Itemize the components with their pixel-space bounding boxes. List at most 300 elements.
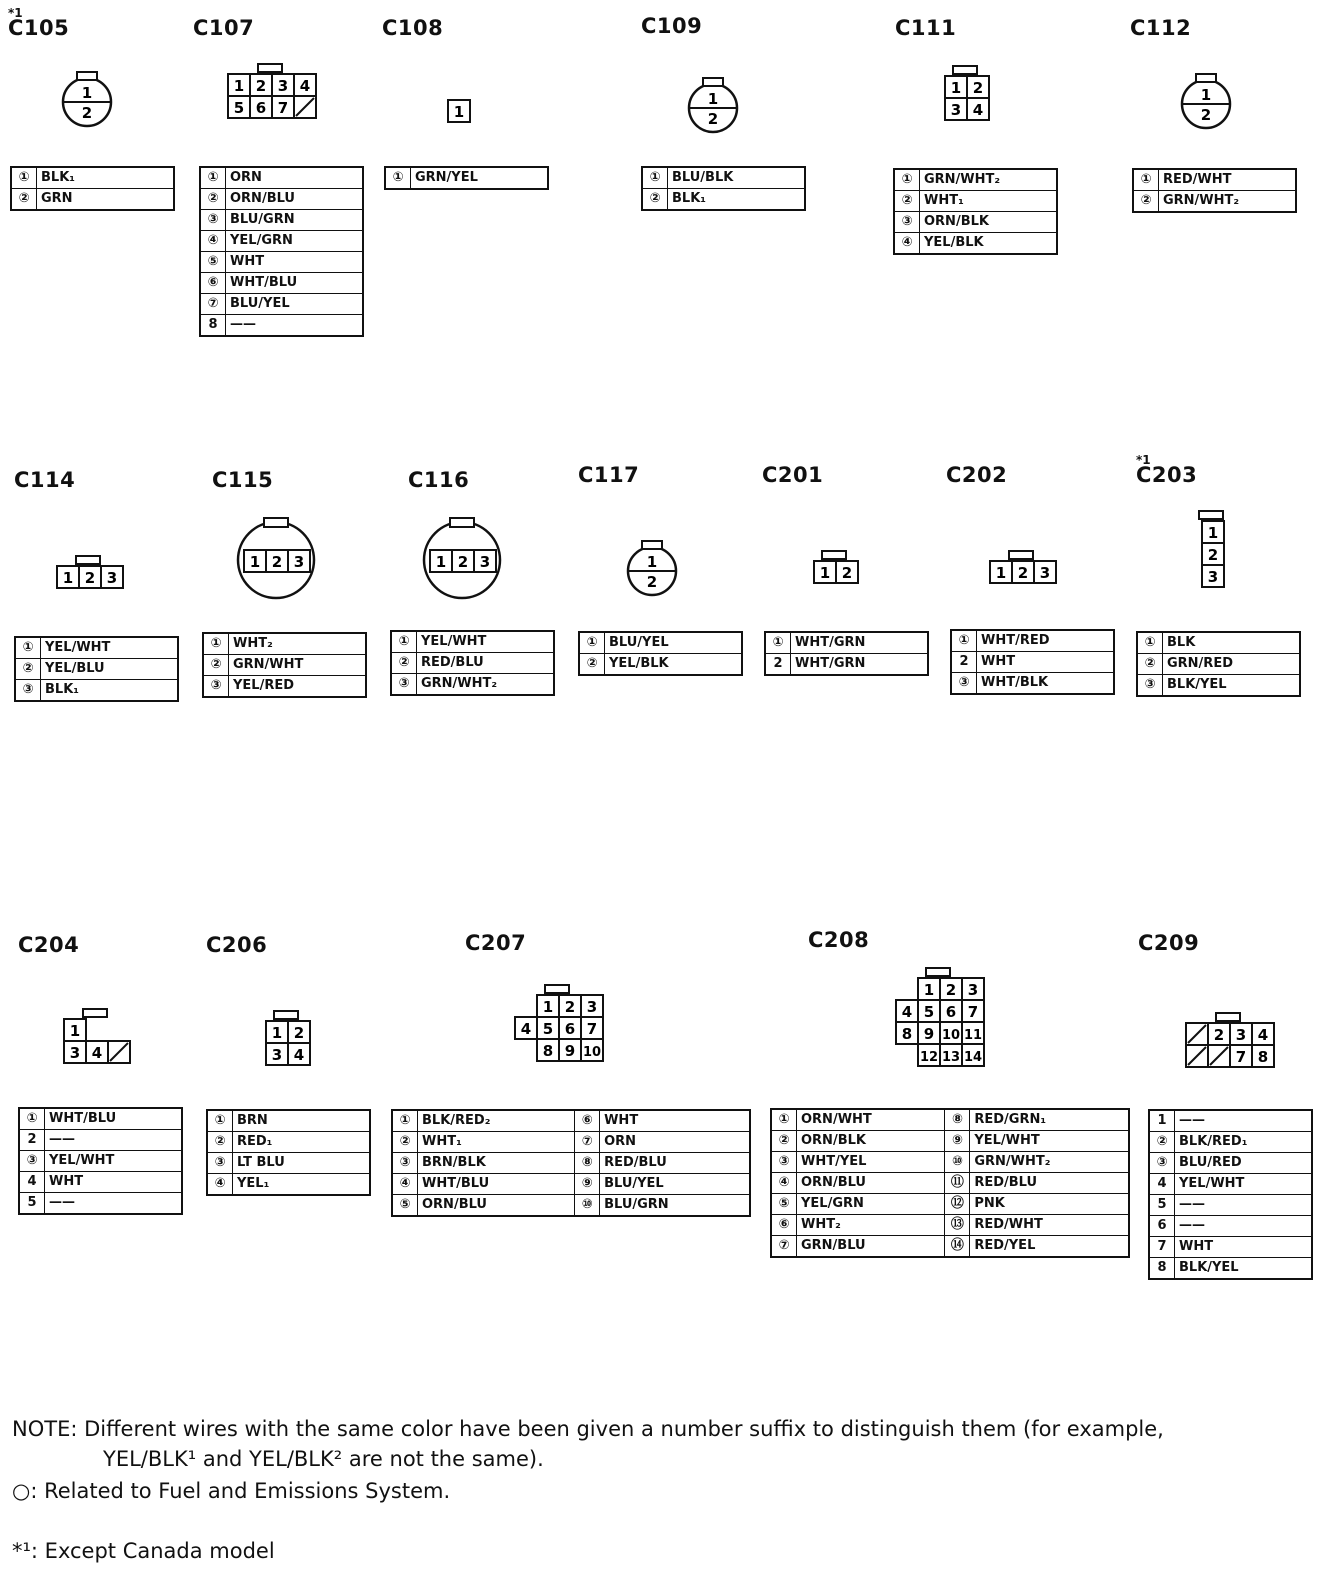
- pin-color-table: [199, 166, 364, 337]
- pin-row: [771, 1109, 1129, 1131]
- pin-row: [392, 1195, 750, 1217]
- cavity-number: 7: [277, 99, 289, 117]
- pin-number: ⑪: [945, 1173, 970, 1194]
- pin-color-table: [390, 630, 555, 696]
- locking-tab: [77, 72, 97, 80]
- cavity-number: 2: [1200, 106, 1212, 124]
- wire-color: RED/BLU: [970, 1173, 1129, 1194]
- cavity-number: 3: [271, 1046, 283, 1064]
- connector-title: C202: [946, 463, 1008, 487]
- connector-c111: [895, 18, 1065, 268]
- wire-color: ORN/BLU: [797, 1173, 945, 1194]
- pin-row: [200, 210, 363, 231]
- cavity-number: 1: [923, 981, 935, 999]
- wire-color: GRN/BLU: [797, 1236, 945, 1258]
- pin-row: [207, 1174, 370, 1196]
- wire-color: PNK: [970, 1194, 1129, 1215]
- pin-number: ②: [1149, 1132, 1175, 1153]
- wire-color: YEL/WHT: [421, 634, 487, 649]
- pin-row: [207, 1153, 370, 1174]
- pin-color-table: [18, 1107, 183, 1215]
- wire-color: WHT: [45, 1172, 183, 1193]
- locking-tab: [822, 551, 846, 559]
- cavity-number: 2: [293, 1024, 305, 1042]
- wire-color: BRN/BLK: [418, 1153, 575, 1174]
- wire-color: BLU/YEL: [600, 1174, 750, 1195]
- wire-color: ——: [45, 1193, 183, 1215]
- pin-color-table: [10, 166, 175, 211]
- cavity-number: 8: [901, 1025, 913, 1043]
- connector-c202: [946, 465, 1116, 705]
- pin-number: ②: [579, 654, 605, 676]
- locking-tab: [274, 1011, 298, 1019]
- pin-number: ③: [951, 673, 977, 695]
- wire-color: BLK₁: [41, 680, 179, 702]
- wire-color: YEL/GRN: [797, 1194, 945, 1215]
- pin-number: ⑬: [945, 1215, 970, 1236]
- wire-color: ——: [1175, 1216, 1313, 1237]
- pin-number: ①: [200, 167, 226, 189]
- pin-number: 5: [1149, 1195, 1175, 1216]
- pin-color-table: [764, 631, 929, 676]
- cavity-number: 2: [564, 998, 576, 1016]
- pin-number: 7: [1149, 1237, 1175, 1258]
- connector-title: C111: [895, 16, 957, 40]
- pin-row: [200, 273, 363, 294]
- wire-color: BLK/RED₂: [422, 1113, 491, 1128]
- pin-row: [207, 1110, 370, 1132]
- locking-tab: [703, 78, 723, 86]
- pin-number: ④: [771, 1173, 797, 1194]
- pin-row: [200, 315, 363, 337]
- cavity-number: 3: [277, 77, 289, 95]
- cavity-number: 3: [479, 553, 491, 571]
- cavity-number: 2: [945, 981, 957, 999]
- connector-title: C207: [465, 931, 527, 955]
- cavity-number: 3: [69, 1044, 81, 1062]
- connector-title: C112: [1130, 16, 1192, 40]
- cavity-number: 4: [293, 1046, 305, 1064]
- pin-row: [579, 654, 742, 676]
- pin-row: [392, 1153, 750, 1174]
- pin-number: 8: [1149, 1258, 1175, 1280]
- cavity-number: 4: [901, 1003, 913, 1021]
- wire-color: WHT/BLU: [226, 273, 364, 294]
- locking-tab: [1009, 551, 1033, 559]
- cavity-number: 1: [995, 564, 1007, 582]
- pin-color-table: [14, 636, 179, 702]
- pin-number: ⑧: [945, 1109, 970, 1131]
- cavity-number: 8: [1257, 1048, 1269, 1066]
- pin-number: 4: [1149, 1174, 1175, 1195]
- pin-row: [15, 637, 178, 659]
- pin-row: [200, 189, 363, 210]
- wire-color: BLU/BLK: [672, 170, 734, 185]
- wire-color: RED/BLU: [600, 1153, 750, 1174]
- wire-color: WHT₁: [418, 1132, 575, 1153]
- wire-color: WHT/BLK: [977, 673, 1115, 695]
- cavity-number: 3: [586, 998, 598, 1016]
- wire-color: RED/YEL: [970, 1236, 1129, 1258]
- pin-number: 2: [19, 1130, 45, 1151]
- pin-number: ②: [1137, 654, 1163, 675]
- wire-color: YEL/WHT: [970, 1131, 1129, 1152]
- pin-row: [1137, 654, 1300, 675]
- pin-color-table: [202, 632, 367, 698]
- wire-color: BLK: [1167, 635, 1196, 650]
- wire-color: RED₁: [233, 1132, 371, 1153]
- wire-color: LT BLU: [233, 1153, 371, 1174]
- wire-color: ——: [1179, 1113, 1205, 1128]
- pin-number: ⑤: [200, 252, 226, 273]
- wire-color: WHT/YEL: [797, 1152, 945, 1173]
- cavity-number: 9: [564, 1042, 576, 1060]
- pin-number: ②: [392, 1132, 418, 1153]
- pin-row: [765, 654, 928, 676]
- pin-row: [1149, 1237, 1312, 1258]
- pin-number: ③: [1149, 1153, 1175, 1174]
- pin-row: [391, 653, 554, 674]
- connector-c108: [382, 18, 552, 198]
- pin-number: ①: [19, 1108, 45, 1130]
- cavity-number: 3: [967, 981, 979, 999]
- connector-c206: [206, 935, 376, 1195]
- wire-color: BLK/RED₁: [1175, 1132, 1313, 1153]
- cavity-number: 5: [923, 1003, 935, 1021]
- pin-row: [894, 212, 1057, 233]
- pin-row: [385, 167, 548, 189]
- pin-number: ⑤: [771, 1194, 797, 1215]
- cavity-number: 1: [62, 569, 74, 587]
- pin-row: [1149, 1132, 1312, 1153]
- wire-color: ——: [1175, 1195, 1313, 1216]
- connector-c115: [212, 470, 382, 710]
- pin-row: [392, 1132, 750, 1153]
- connector-title: C107: [193, 16, 255, 40]
- wire-color: WHT: [977, 652, 1115, 673]
- wire-color: BLK/YEL: [1175, 1258, 1313, 1280]
- pin-color-table: [1136, 631, 1301, 697]
- wire-color: RED/BLU: [417, 653, 555, 674]
- wire-color: WHT: [1175, 1237, 1313, 1258]
- cavity-number: 2: [84, 569, 96, 587]
- cavity-number: 2: [972, 79, 984, 97]
- cavity-number: 1: [542, 998, 554, 1016]
- pin-number: ①: [391, 631, 417, 653]
- cavity-number: 2: [271, 553, 283, 571]
- pin-number: 8: [200, 315, 226, 337]
- wire-color: ORN: [600, 1132, 750, 1153]
- pin-number: ⑥: [771, 1215, 797, 1236]
- pin-row: [203, 676, 366, 698]
- pin-number: ①: [1137, 632, 1163, 654]
- pin-number: ①: [642, 167, 668, 189]
- connector-c204: [18, 935, 188, 1225]
- cavity-number: 2: [646, 573, 658, 591]
- cavity-number: 3: [950, 101, 962, 119]
- pin-row: [771, 1131, 1129, 1152]
- cavity-number: 2: [457, 553, 469, 571]
- cavity-number: 4: [299, 77, 311, 95]
- cavity-number: 1: [950, 79, 962, 97]
- wire-color: GRN/RED: [1163, 654, 1301, 675]
- pin-row: [1149, 1153, 1312, 1174]
- pin-row: [203, 655, 366, 676]
- pin-number: ⑤: [392, 1195, 418, 1217]
- pin-number: ④: [392, 1174, 418, 1195]
- cavity-number: 2: [1017, 564, 1029, 582]
- wire-color: GRN: [37, 189, 175, 211]
- pin-row: [894, 169, 1057, 191]
- wire-color: WHT: [226, 252, 364, 273]
- cavity-number: 14: [963, 1050, 983, 1065]
- pin-number: ①: [11, 167, 37, 189]
- cavity-number: 7: [586, 1020, 598, 1038]
- pin-row: [19, 1108, 182, 1130]
- cavity-number: 10: [582, 1045, 602, 1060]
- wire-color: BLU/GRN: [600, 1195, 750, 1217]
- connector-title: C209: [1138, 931, 1200, 955]
- wire-color: YEL/RED: [229, 676, 367, 698]
- pin-number: ②: [200, 189, 226, 210]
- locking-tab: [642, 541, 662, 549]
- locking-tab: [545, 985, 569, 993]
- cavity-number: 1: [271, 1024, 283, 1042]
- cavity-number: 3: [1235, 1026, 1247, 1044]
- pin-row: [200, 294, 363, 315]
- wire-color: YEL/WHT: [45, 640, 111, 655]
- pin-row: [1133, 191, 1296, 213]
- pin-row: [200, 252, 363, 273]
- cavity-number: 1: [233, 77, 245, 95]
- pin-number: 6: [1149, 1216, 1175, 1237]
- wire-color: RED/GRN₁: [974, 1112, 1047, 1127]
- wire-color: BLK/YEL: [1163, 675, 1301, 697]
- pin-row: [19, 1130, 182, 1151]
- pin-row: [1149, 1258, 1312, 1280]
- connector-c201: [762, 465, 932, 685]
- pin-number: ①: [207, 1110, 233, 1132]
- wire-color: GRN/WHT₂: [970, 1152, 1129, 1173]
- pin-color-table: [1132, 168, 1297, 213]
- pin-number: ⑦: [771, 1236, 797, 1258]
- pin-number: ⑩: [945, 1152, 970, 1173]
- cavity-number: 10: [941, 1028, 961, 1043]
- wire-color: YEL/WHT: [45, 1151, 183, 1172]
- pin-color-table: [1148, 1109, 1313, 1280]
- connector-title: C116: [408, 468, 470, 492]
- pin-row: [951, 652, 1114, 673]
- circle-icon: ○: [12, 1479, 31, 1503]
- connector-title: C105: [8, 16, 70, 40]
- pin-color-table: [893, 168, 1058, 255]
- cavity-number: 1: [435, 553, 447, 571]
- pin-row: [1149, 1110, 1312, 1132]
- pin-number: ③: [894, 212, 920, 233]
- pin-row: [391, 631, 554, 653]
- pin-number: ③: [771, 1152, 797, 1173]
- pin-row: [642, 167, 805, 189]
- locking-tab: [450, 518, 474, 527]
- pin-color-table: [950, 629, 1115, 695]
- cavity-number: 1: [646, 553, 658, 571]
- cavity-number: 2: [255, 77, 267, 95]
- pin-row: [771, 1215, 1129, 1236]
- wire-color: GRN/YEL: [415, 170, 478, 185]
- pin-row: [951, 630, 1114, 652]
- wire-color: RED/WHT: [970, 1215, 1129, 1236]
- pin-number: ⑦: [575, 1132, 600, 1153]
- connector-c208: [778, 928, 1138, 1270]
- pin-number: ③: [200, 210, 226, 231]
- pin-number: ①: [385, 167, 411, 189]
- pin-number: ⑨: [575, 1174, 600, 1195]
- cavity-number: 5: [542, 1020, 554, 1038]
- cavity-number: 2: [1213, 1026, 1225, 1044]
- pin-number: ①: [951, 630, 977, 652]
- pin-row: [15, 659, 178, 680]
- pin-number: ②: [15, 659, 41, 680]
- cavity-number: 7: [967, 1003, 979, 1021]
- wire-color: YEL/WHT: [1175, 1174, 1313, 1195]
- pin-number: ⑩: [575, 1195, 600, 1217]
- pin-row: [771, 1194, 1129, 1215]
- cavity-number: 6: [945, 1003, 957, 1021]
- connector-title: C208: [808, 928, 870, 952]
- pin-number: ①: [771, 1109, 797, 1131]
- pin-row: [207, 1132, 370, 1153]
- cavity-number: 1: [453, 103, 465, 121]
- pin-number: ②: [391, 653, 417, 674]
- wire-color: ——: [45, 1130, 183, 1151]
- cavity-number: 2: [841, 564, 853, 582]
- pin-number: ②: [203, 655, 229, 676]
- pin-row: [1149, 1216, 1312, 1237]
- cavity-number: 3: [1039, 564, 1051, 582]
- wire-color: GRN/WHT: [229, 655, 367, 676]
- pin-color-table: [770, 1108, 1130, 1258]
- cavity-number: 13: [941, 1050, 961, 1065]
- pin-row: [11, 189, 174, 211]
- wire-color: YEL/BLK: [605, 654, 743, 676]
- locking-tab: [76, 556, 100, 564]
- connector-c114: [14, 470, 184, 710]
- connector-c107: [193, 18, 368, 348]
- pin-row: [392, 1174, 750, 1195]
- pin-row: [642, 189, 805, 211]
- pin-row: [1149, 1195, 1312, 1216]
- pin-number: 1: [1149, 1110, 1175, 1132]
- pin-row: [200, 167, 363, 189]
- pin-number: 2: [951, 652, 977, 673]
- pin-row: [1133, 169, 1296, 191]
- connector-c109: [641, 16, 811, 216]
- locking-tab: [264, 518, 288, 527]
- pin-number: ①: [392, 1110, 418, 1132]
- connector-title: C206: [206, 933, 268, 957]
- cavity-number: 9: [923, 1025, 935, 1043]
- wire-color: YEL/BLK: [920, 233, 1058, 255]
- wire-color: GRN/WHT₂: [417, 674, 555, 696]
- connector-c117: [578, 465, 748, 685]
- pin-number: ③: [392, 1153, 418, 1174]
- locking-tab: [258, 64, 282, 72]
- pin-number: ②: [642, 189, 668, 211]
- footnote-canada: *¹: Except Canada model: [12, 1539, 275, 1563]
- pin-number: ⑨: [945, 1131, 970, 1152]
- pin-number: ①: [203, 633, 229, 655]
- pin-number: ③: [1137, 675, 1163, 697]
- pin-number: ③: [15, 680, 41, 702]
- wire-color: ORN/WHT: [801, 1112, 872, 1127]
- pin-number: ③: [207, 1153, 233, 1174]
- cavity-number: 1: [707, 90, 719, 108]
- wire-color: BLU/YEL: [609, 635, 669, 650]
- pin-row: [1137, 632, 1300, 654]
- connector-c116: [398, 468, 578, 710]
- pin-number: ③: [203, 676, 229, 698]
- connector-c209: [1138, 933, 1318, 1293]
- pin-number: ②: [207, 1132, 233, 1153]
- connector-c112: [1130, 18, 1300, 218]
- pin-row: [19, 1151, 182, 1172]
- cavity-number: 7: [1235, 1048, 1247, 1066]
- cavity-number: 1: [1200, 86, 1212, 104]
- pin-row: [771, 1236, 1129, 1258]
- note-line-2: YEL/BLK¹ and YEL/BLK² are not the same).: [103, 1447, 544, 1471]
- wire-color: ORN/BLK: [920, 212, 1058, 233]
- cavity-number: 6: [564, 1020, 576, 1038]
- pin-row: [1149, 1174, 1312, 1195]
- wire-color: BLU/RED: [1175, 1153, 1313, 1174]
- wire-color: YEL/BLU: [41, 659, 179, 680]
- pin-color-table: [578, 631, 743, 676]
- pin-row: [19, 1172, 182, 1193]
- footnote-marker: *1: [1136, 453, 1151, 467]
- pin-row: [200, 231, 363, 252]
- wire-color: ORN/BLK: [797, 1131, 945, 1152]
- connector-title: C204: [18, 933, 80, 957]
- pin-number: 5: [19, 1193, 45, 1215]
- wire-color: ORN/BLU: [226, 189, 364, 210]
- pin-number: ③: [19, 1151, 45, 1172]
- pin-row: [771, 1173, 1129, 1194]
- wire-color: WHT/RED: [981, 633, 1050, 648]
- cavity-number: 3: [106, 569, 118, 587]
- connector-title: C117: [578, 463, 640, 487]
- pin-number: ⑧: [575, 1153, 600, 1174]
- footnote-mark: *¹: [12, 1539, 31, 1563]
- cavity-number: 2: [1207, 546, 1219, 564]
- connector-title: C114: [14, 468, 76, 492]
- wire-color: GRN/WHT₂: [1159, 191, 1297, 213]
- cavity-number: 8: [542, 1042, 554, 1060]
- cavity-number: 4: [1257, 1026, 1269, 1044]
- pin-number: ①: [579, 632, 605, 654]
- pin-number: ④: [200, 231, 226, 252]
- pin-row: [19, 1193, 182, 1215]
- pin-number: ①: [765, 632, 791, 654]
- wire-color: WHT₁: [920, 191, 1058, 212]
- pin-row: [579, 632, 742, 654]
- wire-color: WHT: [604, 1113, 639, 1128]
- pin-number: ⑥: [200, 273, 226, 294]
- locking-tab: [1216, 1013, 1240, 1021]
- pin-color-table: [641, 166, 806, 211]
- pin-number: 2: [765, 654, 791, 676]
- wire-color: GRN/WHT₂: [924, 172, 1001, 187]
- locking-tab: [1199, 511, 1223, 519]
